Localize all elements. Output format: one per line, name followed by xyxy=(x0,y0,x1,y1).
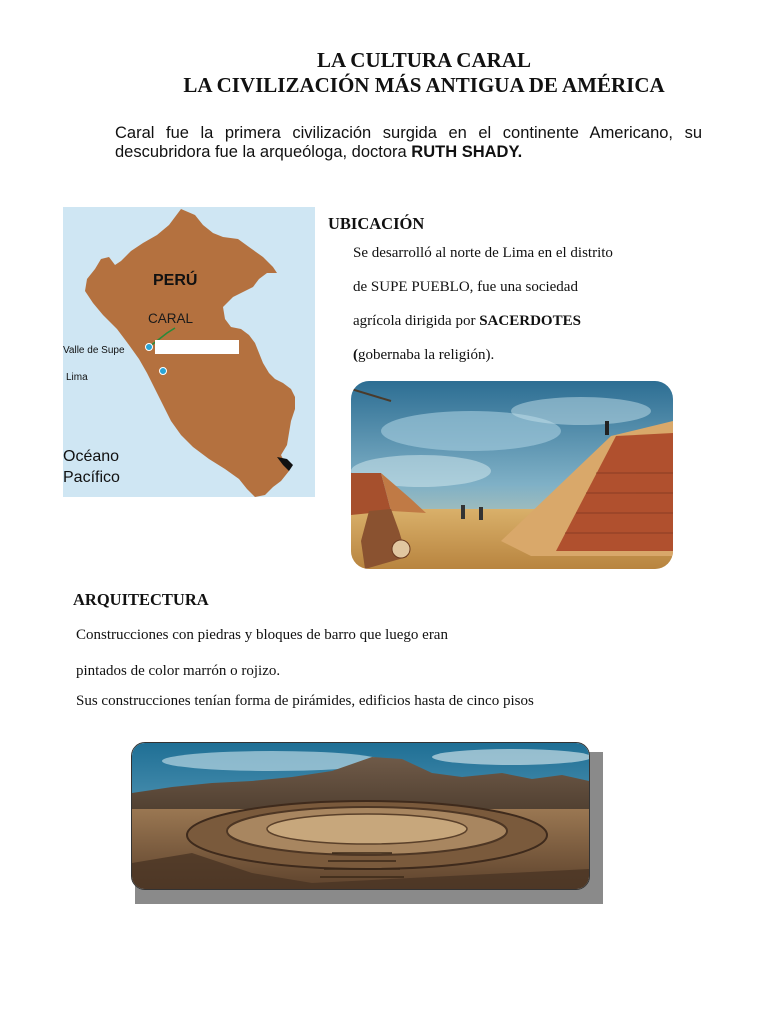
arquitectura-line2: pintados de color marrón o rojizo. xyxy=(76,663,281,679)
document-title-line2: LA CIVILIZACIÓN MÁS ANTIGUA DE AMÉRICA xyxy=(183,73,665,97)
cloud xyxy=(432,749,589,765)
walker xyxy=(479,507,483,520)
discoverer-name: RUTH SHADY. xyxy=(411,143,523,161)
map-valley-label: Valle de Supe xyxy=(63,345,125,356)
intro-paragraph xyxy=(115,124,702,162)
ubicacion-line3-text: agrícola dirigida por xyxy=(353,313,480,329)
arquitectura-line3: Sus construcciones tenían forma de pirámides, edificios hasta de cinco pisos xyxy=(76,693,534,709)
label-mask-box xyxy=(155,340,239,354)
map-ocean-label: Océano Pacífico xyxy=(63,448,120,486)
figure-on-top xyxy=(605,421,609,435)
ubicacion-line3 xyxy=(353,313,581,330)
map-lima-label: Lima xyxy=(66,372,88,383)
circular-plaza-inner xyxy=(267,814,467,844)
arquitectura-line1: Construcciones con piedras y bloques de barro que luego eran xyxy=(76,627,448,643)
ubicacion-line4 xyxy=(353,347,494,364)
pyramid-illustration-graphic xyxy=(351,381,673,569)
supe-marker xyxy=(146,344,153,351)
ubicacion-heading: UBICACIÓN xyxy=(328,214,425,233)
paren-bold: ( xyxy=(353,347,358,363)
pyramid-illustration xyxy=(351,381,673,569)
peru-map xyxy=(63,207,315,497)
walker xyxy=(461,505,465,519)
intro-text: Caral fue la primera civilización surgida en el continente Americano, su descubridora fue la arqueóloga, doctora xyxy=(115,124,702,161)
sacerdotes-bold: SACERDOTES xyxy=(479,313,581,329)
caral-site-graphic xyxy=(132,743,589,889)
drum xyxy=(392,540,410,558)
arquitectura-heading: ARQUITECTURA xyxy=(73,590,209,609)
document-title-line1: LA CULTURA CARAL xyxy=(317,48,531,72)
lima-marker xyxy=(160,368,167,375)
cloud xyxy=(511,397,651,425)
ubicacion-line2: de SUPE PUEBLO, fue una sociedad xyxy=(353,279,578,295)
map-country-label: PERÚ xyxy=(153,272,198,289)
map-caral-label: CARAL xyxy=(148,311,194,326)
ubicacion-line4-text: gobernaba la religión). xyxy=(358,347,495,363)
caral-site-photo xyxy=(131,742,590,890)
ubicacion-line1: Se desarrolló al norte de Lima en el distrito xyxy=(353,245,613,261)
